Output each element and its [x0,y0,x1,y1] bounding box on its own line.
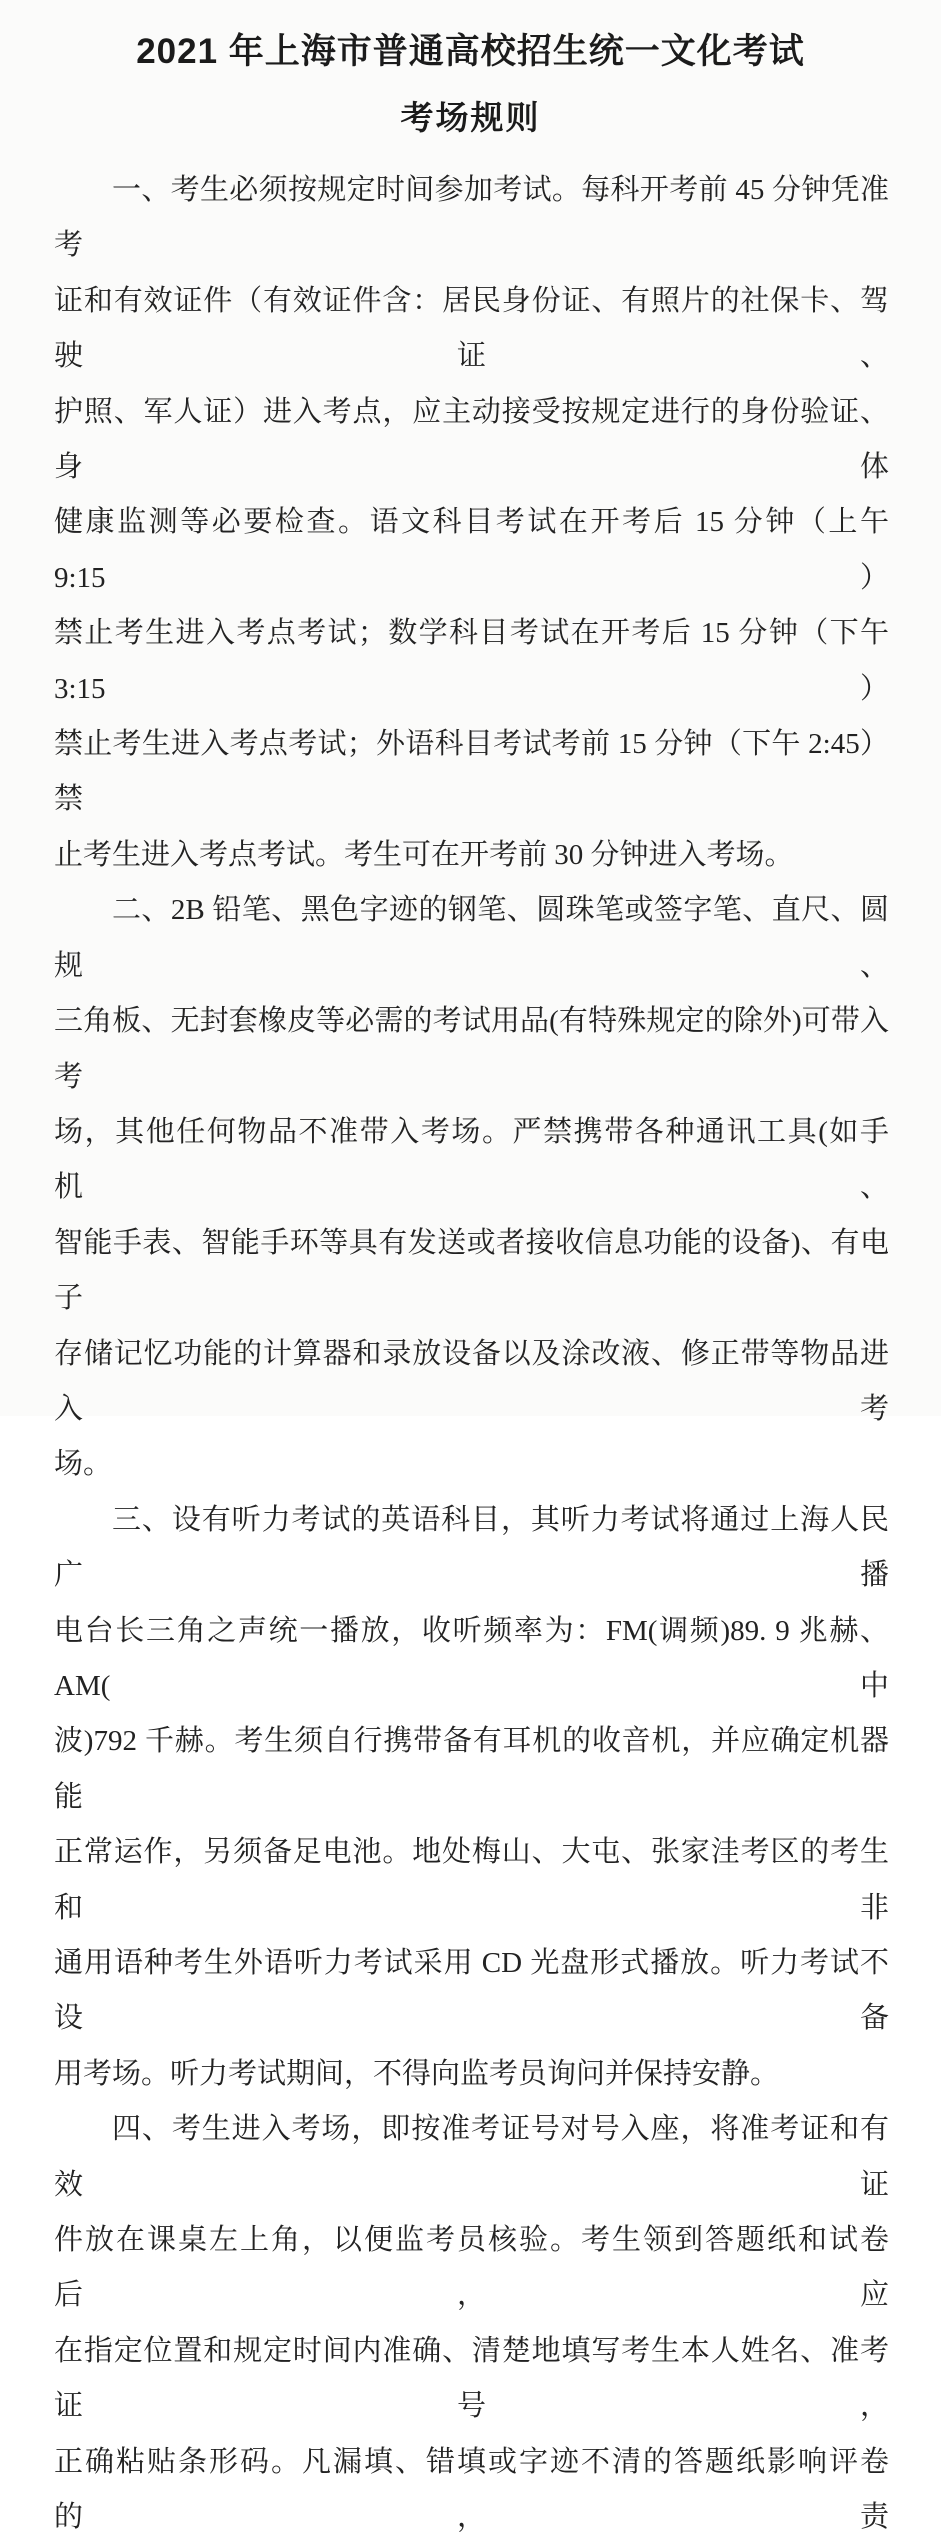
text-line: 证和有效证件（有效证件含：居民身份证、有照片的社保卡、驾驶证、 [54,284,889,373]
text-line: 禁止考生进入考点考试；外语科目考试考前 15 分钟（下午 2:45）禁 [54,728,889,816]
text-line: 护照、军人证）进入考点，应主动接受按规定进行的身份验证、身体 [54,395,889,484]
text-line: 四、考生进入考场，即按准考证号对号入座，将准考证和有效证 [54,2113,889,2201]
text-line: 健康监测等必要检查。语文科目考试在开考后 15 分钟（上午 9:15） [54,506,889,594]
text-line: 三角板、无封套橡皮等必需的考试用品(有特殊规定的除外)可带入考 [54,1005,889,1093]
text-line: 三、设有听力考试的英语科目，其听力考试将通过上海人民广播 [54,1503,889,1592]
document-title: 2021 年上海市普通高校招生统一文化考试 [136,32,805,71]
text-line: 通用语种考生外语听力考试采用 CD 光盘形式播放。听力考试不设备 [54,1947,889,2035]
text-line: 存储记忆功能的计算器和录放设备以及涂改液、修正带等物品进入考 [54,1337,889,1425]
text-line: 电台长三角之声统一播放，收听频率为：FM(调频)89. 9 兆赫、AM(中 [54,1614,889,1702]
text-line: 禁止考生进入考点考试；数学科目考试在开考后 15 分钟（下午 3:15） [54,617,889,705]
text-line: 用考场。听力考试期间，不得向监考员询问并保持安静。 [54,2057,780,2090]
text-line: 止考生进入考点考试。考生可在开考前 30 分钟进入考场。 [54,838,794,871]
text-line: 件放在课桌左上角，以便监考员核验。考生领到答题纸和试卷后，应 [54,2224,889,2312]
text-line: 一、考生必须按规定时间参加考试。每科开考前 45 分钟凭准考 [54,174,889,262]
document-body [54,163,889,2545]
text-line: 正确粘贴条形码。凡漏填、错填或字迹不清的答题纸影响评卷的，责 [54,2445,889,2534]
text-line: 在指定位置和规定时间内准确、清楚地填写考生本人姓名、准考证号， [54,2334,889,2423]
text-line: 波)792 千赫。考生须自行携带备有耳机的收音机，并应确定机器能 [54,1725,889,1813]
text-line: 场，其他任何物品不准带入考场。严禁携带各种通讯工具(如手机、 [54,1115,889,1204]
text-line: 智能手表、智能手环等具有发送或者接收信息功能的设备)、有电子 [54,1226,889,1315]
text-line: 正常运作，另须备足电池。地处梅山、大屯、张家洼考区的考生和非 [54,1836,889,1924]
text-line: 二、2B 铅笔、黑色字迹的钢笔、圆珠笔或签字笔、直尺、圆规、 [54,894,889,982]
text-line: 场。 [54,1448,113,1481]
document-subtitle: 考场规则 [400,99,541,136]
